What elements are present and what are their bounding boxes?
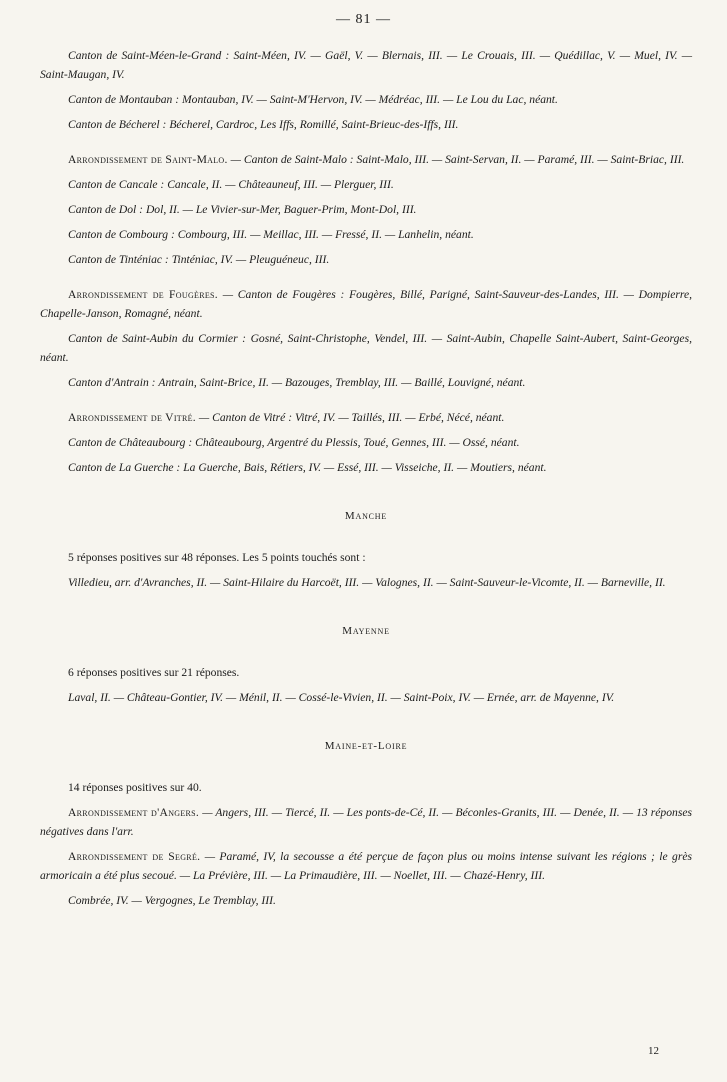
canton-becherel: Canton de Bécherel : Bécherel, Cardroc, Les Iffs, Romillé, Saint-Brieuc-des-Iffs, III. — [68, 118, 459, 131]
heading-mayenne: Mayenne — [342, 625, 390, 637]
page-content — [40, 46, 692, 916]
canton-saint-aubin: Canton de Saint-Aubin du Cormier : Gosné, Saint-Christophe, Vendel, III. — Saint-Aubin, Chapelle Saint-Aubert, Saint-Georges, néant. — [40, 332, 692, 364]
arr-fougeres: Arrondissement de Fougères. — Canton de Fougères : Fougères, Billé, Parigné, Saint-Sauveur-des-Landes, III. — Dompierre, Chapelle-Janson, Romagné, néant. — [40, 288, 692, 320]
maine-et-loire-summary: 14 réponses positives sur 40. — [68, 781, 202, 794]
arr-segre: Arrondissement de Segré. — Paramé, IV, la secousse a été perçue de façon plus ou moins intense suivant les régions ; le grès armoricain a été plus secoué. — La Prévière, III. — La Primaudière, III. — Noellet, III. — Chazé-Henry, III. — [40, 850, 692, 882]
canton-montauban: Canton de Montauban : Montauban, IV. — Saint-M'Hervon, IV. — Médréac, III. — Le Lou du Lac, néant. — [68, 93, 558, 106]
canton-combourg: Canton de Combourg : Combourg, III. — Meillac, III. — Fressé, II. — Lanhelin, néant. — [68, 228, 474, 241]
page-number: — 81 — — [336, 12, 391, 27]
canton-dol: Canton de Dol : Dol, II. — Le Vivier-sur-Mer, Baguer-Prim, Mont-Dol, III. — [68, 203, 417, 216]
canton-chateaubourg: Canton de Châteaubourg : Châteaubourg, Argentré du Plessis, Toué, Gennes, III. — Ossé, néant. — [68, 436, 520, 449]
canton-tinteniac: Canton de Tinténiac : Tinténiac, IV. — Pleuguéneuc, III. — [68, 253, 330, 266]
mayenne-detail: Laval, II. — Château-Gontier, IV. — Ménil, II. — Cossé-le-Vivien, II. — Saint-Poix, IV. — Ernée, arr. de Mayenne, IV. — [68, 691, 615, 704]
canton-antrain: Canton d'Antrain : Antrain, Saint-Brice, II. — Bazouges, Tremblay, III. — Baillé, Louvigné, néant. — [68, 376, 526, 389]
canton-la-guerche: Canton de La Guerche : La Guerche, Bais, Rétiers, IV. — Essé, III. — Visseiche, II. — Moutiers, néant. — [68, 461, 547, 474]
arr-angers: Arrondissement d'Angers. — Angers, III. — Tiercé, II. — Les ponts-de-Cé, II. — Béconles-Granits, III. — Denée, II. — 13 réponses négatives dans l'arr. — [40, 806, 692, 838]
canton-cancale: Canton de Cancale : Cancale, II. — Châteauneuf, III. — Plerguer, III. — [68, 178, 394, 191]
manche-detail: Villedieu, arr. d'Avranches, II. — Saint-Hilaire du Harcoët, III. — Valognes, II. — Saint-Sauveur-le-Vicomte, II. — Barneville, II. — [68, 576, 666, 589]
heading-manche: Manche — [344, 510, 388, 522]
combree-line: Combrée, IV. — Vergognes, Le Tremblay, III. — [68, 894, 276, 907]
heading-maine-et-loire: Maine-et-Loire — [324, 740, 408, 752]
footer-mark: 12 — [648, 1045, 659, 1057]
mayenne-summary: 6 réponses positives sur 21 réponses. — [68, 666, 240, 679]
arr-saint-malo: Arrondissement de Saint-Malo. — Canton de Saint-Malo : Saint-Malo, III. — Saint-Servan, II. — Paramé, III. — Saint-Briac, III. — [68, 153, 685, 166]
arr-vitre: Arrondissement de Vitré. — Canton de Vitré : Vitré, IV. — Taillés, III. — Erbé, Nécé, néant. — [68, 411, 505, 424]
manche-summary: 5 réponses positives sur 48 réponses. Les 5 points touchés sont : — [68, 551, 366, 564]
canton-saint-meen: Canton de Saint-Méen-le-Grand : Saint-Méen, IV. — Gaël, V. — Blernais, III. — Le Crouais, III. — Quédillac, V. — Muel, IV. — Saint-Maugan, IV. — [40, 49, 692, 81]
